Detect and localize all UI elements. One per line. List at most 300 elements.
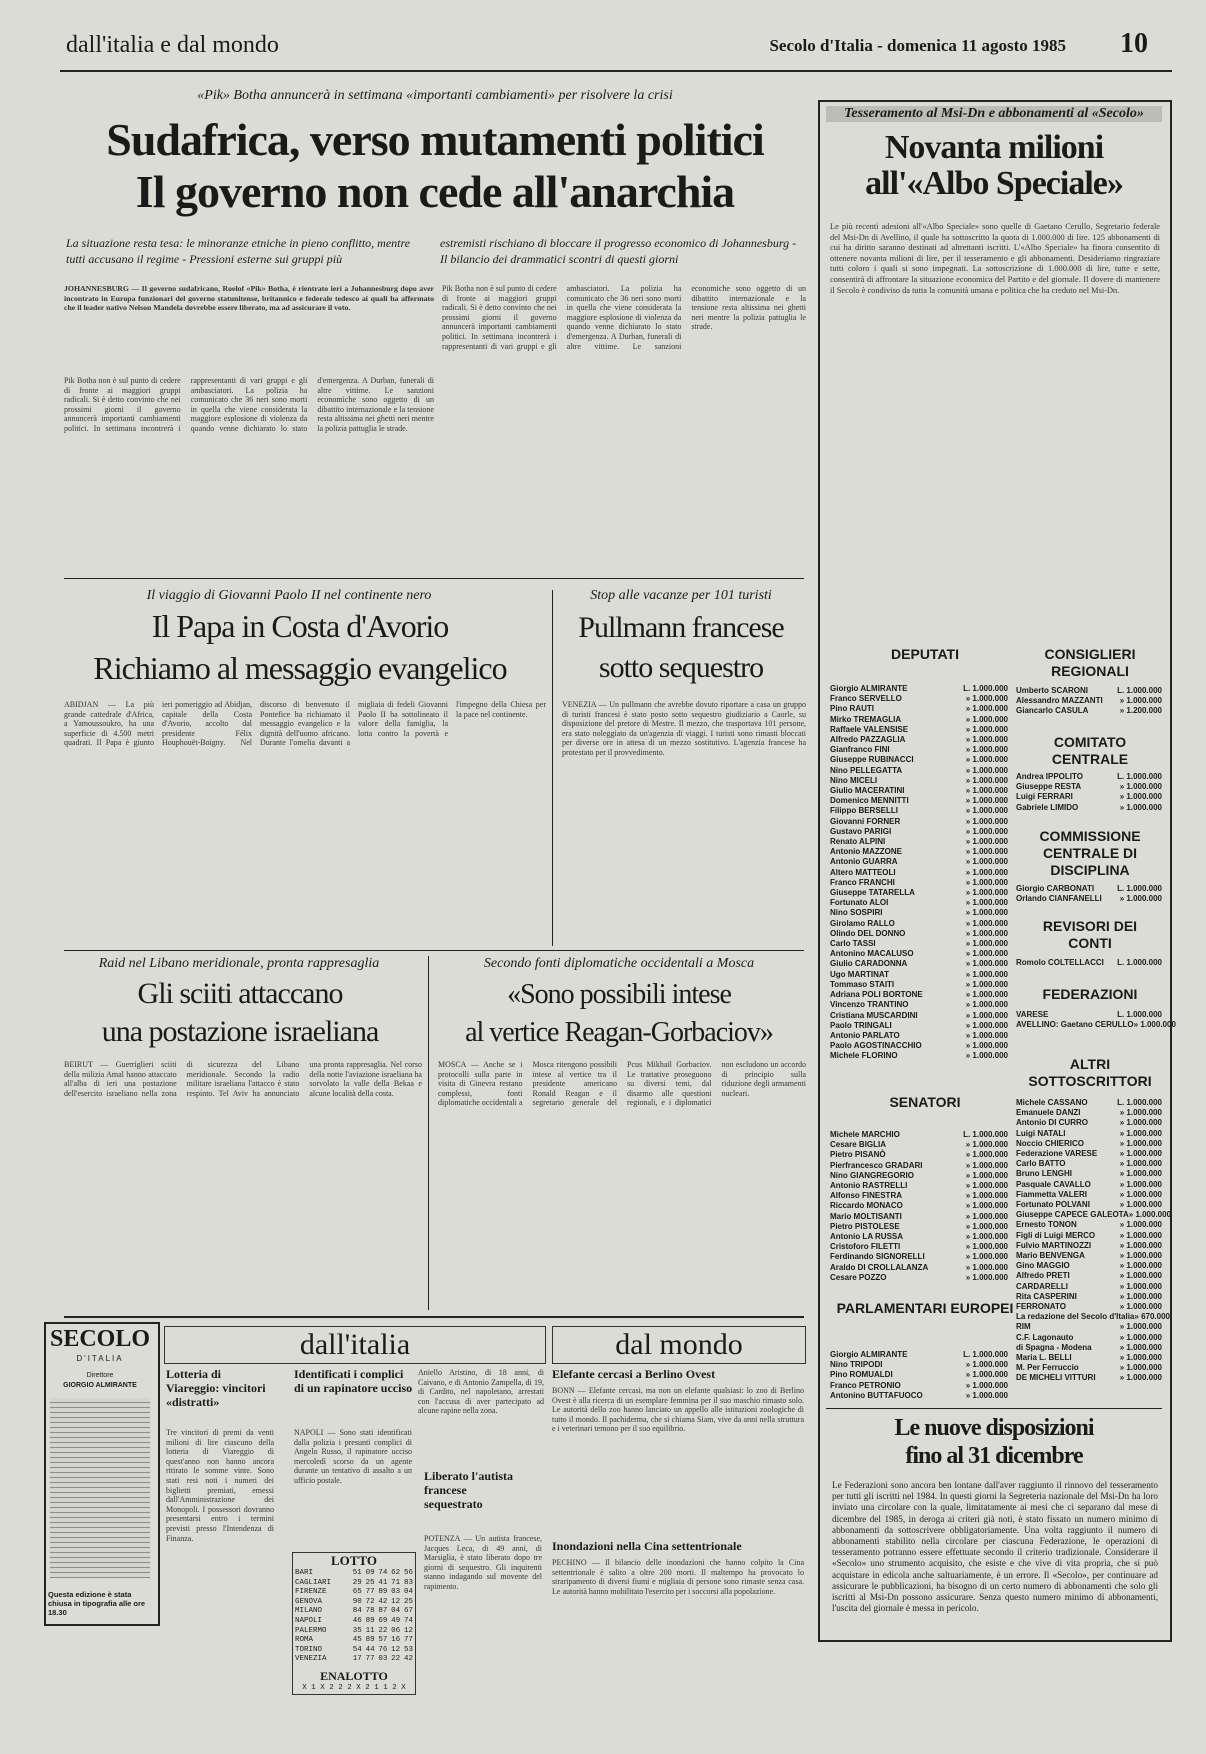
subscriber-row (1016, 1139, 1162, 1149)
libano-title-2: una postazione israeliana (101, 1015, 379, 1048)
subscriber-row (830, 704, 1008, 714)
subscriber-name: Carlo TASSI (830, 939, 876, 949)
subscriber-amount: » 1.000.000 (1133, 1020, 1176, 1030)
page-number: 10 (1120, 28, 1148, 59)
subscriber-amount: » 1.000.000 (965, 1252, 1008, 1262)
subscriber-row (830, 745, 1008, 755)
subscriber-row (830, 1222, 1008, 1232)
subscriber-row (1016, 1363, 1162, 1373)
subscriber-row (1016, 1200, 1162, 1210)
subscriber-row (1016, 1271, 1162, 1281)
subscriber-amount: » 1.000.000 (1119, 1128, 1162, 1138)
masthead-notice: Questa edizione è stata chiusa in tipografia alle ore 18.30 (48, 1590, 146, 1617)
subscriber-row (830, 827, 1008, 837)
dalmondo-brief1-body: BONN — Elefante cercasi, ma non un elefante qualsiasi: lo zoo di Berlino Ovest è alla ricerca di un esemplare femmina per il suo maschio rimasto solo. Le autorità dello zoo hanno lanciato un appello alle istituzioni zoologiche di tutto il mondo. Il pachiderma, che si chiama Siam, vive da anni nella struttura e i veterinari temono per il suo equilibrio. (552, 1386, 804, 1434)
subscriber-amount: » 1.000.000 (965, 796, 1008, 806)
lotto-number: 89 (378, 1588, 388, 1597)
rule (428, 956, 429, 1310)
subscriber-amount: » 1.000.000 (1119, 1291, 1162, 1301)
subscriber-row (1016, 706, 1162, 716)
subscriber-row (830, 959, 1008, 969)
lotto-number: 56 (403, 1569, 413, 1577)
subscriber-amount: » 1.000.000 (1119, 792, 1162, 802)
subscriber-name: Antonio LA RUSSA (830, 1232, 904, 1242)
subscriber-amount: » 1.000.000 (965, 694, 1008, 704)
subscriber-row (1016, 1210, 1172, 1220)
albo-kicker: Tesseramento al Msi-Dn e abbonamenti al «Secolo» (826, 106, 1162, 122)
papa-title-2: Richiamo al messaggio evangelico (93, 650, 507, 686)
subscriber-row (1016, 1343, 1162, 1353)
subscriber-name: Giulio MACERATINI (830, 786, 905, 796)
lotto-number: 12 (391, 1645, 401, 1654)
subscriber-row (830, 908, 1008, 918)
dallitalia-brief2-body: NAPOLI — Sono stati identificati dalla polizia i presunti complici di Angelo Russo, il rapinatore ucciso mercoledì scorso da un agente durante un tentativo di assalto a un ufficio postale. (294, 1428, 412, 1485)
lotto-number: 46 (352, 1616, 362, 1625)
reagan-kicker: Secondo fonti diplomatiche occidentali a Mosca (483, 956, 755, 971)
lotto-number: 77 (365, 1588, 375, 1597)
fed-list (1016, 1010, 1176, 1030)
subscriber-name: Antonio PARLATO (830, 1030, 900, 1040)
subscriber-amount: » 1.000.000 (1119, 1251, 1162, 1261)
subscriber-name: RIM (1016, 1322, 1031, 1332)
lotto-city: MILANO (295, 1607, 323, 1616)
dalmondo-brief1-title: Elefante cercasi a Berlino Ovest (552, 1367, 716, 1381)
rule (64, 578, 804, 579)
subscriber-row (830, 898, 1008, 908)
subscriber-name: Umberto SCARONI (1016, 686, 1089, 695)
parl-eur-list (830, 1350, 1008, 1401)
lotto-number: 54 (352, 1645, 362, 1654)
subscriber-amount: L. 1.000.000 (1117, 686, 1162, 695)
subscriber-amount: » 1.000.000 (1119, 1281, 1162, 1291)
subscriber-name: Cesare BIGLIA (830, 1140, 887, 1150)
subscriber-row (1016, 1129, 1162, 1139)
subscriber-amount: » 1.000.000 (965, 1150, 1008, 1160)
subscriber-amount: » 1.000.000 (965, 1191, 1008, 1201)
subscriber-row (830, 1000, 1008, 1010)
enalotto-title: ENALOTTO (320, 1668, 388, 1683)
subscriber-name: Michele FLORINO (830, 1051, 898, 1061)
subscriber-amount: » 1.000.000 (965, 704, 1008, 714)
subscriber-name: Ernesto TONON (1016, 1220, 1077, 1230)
subscriber-row (830, 1252, 1008, 1262)
subscriber-name: Fiammetta VALERI (1016, 1189, 1087, 1199)
subscriber-row (830, 1181, 1008, 1191)
lotto-number: 04 (403, 1588, 413, 1597)
subscriber-row (830, 939, 1008, 949)
subscriber-amount: » 1.000.000 (965, 826, 1008, 836)
lotto-number: 22 (378, 1626, 388, 1635)
pullman-body: VENEZIA — Un pullmann che avrebbe dovuto riportare a casa un gruppo di turisti francesi è stato posto sotto sequestro giudiziario a Caorle, su disposizione del pretore di Mestre. Il mezzo, che trasportava 101 persone, era stato noleggiato da un'agenzia di viaggi. I turisti sono rimasti bloccati per diverse ore in attesa di un mezzo sostitutivo. L'agenzia francese ha protestato per il provvedimento. (562, 700, 806, 757)
subscriber-name: Giulio CARADONNA (830, 959, 908, 969)
subscriber-row (830, 857, 1008, 867)
subscriber-row (830, 949, 1008, 959)
papa-body: ABIDJAN — La più grande cattedrale d'Africa, a Yamoussoukro, ha una superficie di 4.500 metri quadrati. Il Papa è giunto ieri pomeriggio ad Abidjan, capitale della Costa d'Avorio, accolto dal presidente Félix Houphouët-Boigny. Nel discorso di benvenuto il Pontefice ha richiamato il messaggio evangelico e la dignità dell'uomo africano. Durante l'omelia davanti a migliaia di fedeli Giovanni Paolo II ha sottolineato il valore della famiglia, la lotta contro la povertà e l'impegno della Chiesa per la pace nel continente. (64, 700, 546, 748)
lotto-number: 77 (403, 1636, 413, 1645)
subscriber-row (830, 1140, 1008, 1150)
subscriber-row (1016, 1353, 1162, 1363)
subscriber-row (830, 990, 1008, 1000)
libano-title-1: Gli sciiti attaccano (137, 977, 343, 1010)
subscriber-name: Paolo AGOSTINACCHIO (830, 1041, 922, 1051)
lotto-number: 16 (391, 1636, 401, 1645)
subscriber-amount: » 1.000.000 (965, 1360, 1008, 1370)
subscriber-row (1016, 1010, 1162, 1020)
com-cent-title: COMITATO CENTRALE (1051, 734, 1129, 767)
subscriber-row (830, 684, 1008, 694)
sudafrica-body-right: Pik Botha non è sul punto di cedere di fronte ai maggiori gruppi radicali. Si è detto convinto che nei prossimi giorni il governo annuncerà importanti cambiamenti politici. In settimana incontrerà i rappresentanti di vari gruppi e gli ambasciatori. La polizia ha comunicato che 36 neri sono morti in quella che viene considerata la maggiore esplosione di violenza da quando venne dichiarato lo stato d'emergenza. A Durban, funerali di altre vittime. Le sanzioni economiche sono oggetto di un dibattito internazionale e la tensione resta altissima nei ghetti neri mentre la polizia pattuglia le strade. (442, 284, 806, 351)
subscriber-amount: » 1.000.000 (965, 816, 1008, 826)
subscriber-name: Adriana POLI BORTONE (830, 990, 923, 1000)
lotto-number: 89 (365, 1616, 375, 1625)
libano-body: BEIRUT — Guerriglieri sciiti della milizia Amal hanno attaccato all'alba di ieri una postazione dell'esercito israeliano nella zona di sicurezza del Libano meridionale. Secondo la radio militare israeliana l'attacco è stato respinto. Tel Aviv ha annunciato una pronta rappresaglia. Nel corso della notte l'aviazione israeliana ha sorvolato la valle della Bekaa e alcune località della costa. (64, 1060, 422, 1098)
lotto-number: 78 (365, 1607, 375, 1616)
deputati-title: DEPUTATI (891, 646, 959, 662)
subscriber-row (1016, 1108, 1162, 1118)
masthead-credits (50, 1398, 150, 1578)
subscriber-name: Pasquale CAVALLO (1016, 1179, 1091, 1189)
subscriber-name: Cristoforo FILETTI (830, 1242, 901, 1252)
subscriber-name: M. Per Ferruccio (1016, 1363, 1079, 1373)
parl-eur-title: PARLAMENTARI EUROPEI (836, 1300, 1014, 1316)
subscriber-amount: » 1.000.000 (965, 1272, 1008, 1282)
subscriber-name: Franco SERVELLO (830, 694, 902, 704)
cons-reg-title: CONSIGLIERI REGIONALI (1044, 646, 1136, 679)
masthead-sub: D'ITALIA (76, 1354, 124, 1363)
reagan-title-1: «Sono possibili intese (507, 979, 731, 1010)
subscriber-amount: » 1.000.000 (965, 1380, 1008, 1390)
subscriber-row (830, 1051, 1008, 1061)
subscriber-name: Vincenzo TRANTINO (830, 1000, 909, 1010)
paper-date: Secolo d'Italia - domenica 11 agosto 1985 (769, 36, 1066, 55)
subscriber-row (1016, 1292, 1162, 1302)
lotto-number: 90 (352, 1597, 362, 1606)
subscriber-amount: » 1.000.000 (1119, 782, 1162, 792)
subscriber-name: Tommaso STAITI (830, 979, 895, 989)
pullman-title-1: Pullmann francese (578, 611, 784, 644)
lotto-number: 25 (403, 1597, 413, 1606)
subscriber-row (830, 1370, 1008, 1380)
subscriber-row (830, 1011, 1008, 1021)
subscriber-amount: » 1.000.000 (965, 969, 1008, 979)
subscriber-amount: » 1.000.000 (965, 1160, 1008, 1170)
subscriber-name: Alfredo PAZZAGLIA (830, 735, 906, 745)
lotto-number: 41 (378, 1578, 388, 1587)
lotto-city: ROMA (295, 1636, 314, 1645)
subscriber-amount: » 1.000.000 (965, 1232, 1008, 1242)
subscriber-row (830, 970, 1008, 980)
subscriber-name: Antonio RASTRELLI (830, 1181, 908, 1191)
sudafrica-lead: JOHANNESBURG — Il governo sudafricano, Roelof «Pik» Botha, è rientrato ieri a Johannesburg dopo aver incontrato in Europa funzionari del governo statunitense, britannico e federale tedesco ai quali ha affermato che il leader nativo Nelson Mandela dovrebbe essere liberato, ma ad assicurare il voto. (64, 284, 434, 313)
subscriber-amount: » 1.000.000 (965, 1051, 1008, 1061)
subscriber-amount: » 1.000.000 (965, 755, 1008, 765)
subscriber-name: Fortunato POLVANI (1016, 1200, 1090, 1210)
sudafrica-kicker: «Pik» Botha annuncerà in settimana «importanti cambiamenti» per risolvere la crisi (197, 88, 673, 103)
lotto-number: 72 (365, 1597, 375, 1606)
subscriber-amount: » 1.000.000 (965, 1000, 1008, 1010)
subscriber-amount: » 1.000.000 (1119, 1230, 1162, 1240)
subscriber-name: Paolo TRINGALI (830, 1020, 892, 1030)
subscriber-name: Figli di Luigi MERCO (1016, 1230, 1096, 1240)
subscriber-amount: » 1.000.000 (965, 1242, 1008, 1252)
rule (826, 1408, 1162, 1409)
subscriber-row (830, 888, 1008, 898)
subscriber-name: Antonio DI CURRO (1016, 1118, 1088, 1128)
subscriber-row (830, 878, 1008, 888)
subscriber-row (830, 1263, 1008, 1273)
disposizioni-title-1: Le nuove disposizioni (894, 1415, 1094, 1441)
subscriber-row (1016, 792, 1162, 802)
subscriber-name: Giuseppe TATARELLA (830, 888, 915, 898)
subscriber-amount: L. 1.000.000 (963, 1130, 1008, 1139)
lotto-city: GENOVA (295, 1597, 323, 1606)
subscriber-amount: » 1.000.000 (965, 775, 1008, 785)
subscriber-amount: » 1.000.000 (965, 918, 1008, 928)
subscriber-row (1016, 1282, 1162, 1292)
subscriber-amount: » 1.000.000 (965, 1140, 1008, 1150)
lotto-city: CAGLIARI (295, 1578, 332, 1587)
lotto-number: 03 (391, 1588, 401, 1597)
subscriber-amount: » 1.000.000 (965, 888, 1008, 898)
subscriber-amount: » 1.000.000 (1119, 1159, 1162, 1169)
dallitalia-brief2-title: Identificati i complici di un rapinatore ucciso (294, 1367, 413, 1395)
subscriber-amount: L. 1.000.000 (963, 1350, 1008, 1359)
subscriber-name: Federazione VARESE (1016, 1149, 1098, 1159)
subscriber-amount: » 1.000.000 (965, 1030, 1008, 1040)
disposizioni-title-2: fino al 31 dicembre (905, 1443, 1083, 1469)
subscriber-row (1016, 803, 1162, 813)
subscriber-name: Antonino BUTTAFUOCO (830, 1390, 923, 1400)
subscriber-amount: » 1.000.000 (965, 1010, 1008, 1020)
subscriber-name: Mirko TREMAGLIA (830, 714, 902, 724)
subscriber-name: Cesare POZZO (830, 1272, 887, 1282)
subscriber-amount: » 1.000.000 (965, 1262, 1008, 1272)
lotto-number: 35 (352, 1626, 362, 1635)
lotto-number: 17 (352, 1655, 362, 1664)
subscriber-amount: » 1.000.000 (965, 1211, 1008, 1221)
subscriber-name: Raffaele VALENSISE (830, 724, 909, 734)
subscriber-row (1016, 1251, 1162, 1261)
subscriber-name: Ferdinando SIGNORELLI (830, 1252, 925, 1262)
subscriber-name: Franco PETRONIO (830, 1380, 901, 1390)
subscriber-amount: » 1.000.000 (965, 1020, 1008, 1030)
subscriber-row (830, 837, 1008, 847)
subscriber-name: Romolo COLTELLACCI (1016, 958, 1104, 967)
disposizioni-body: Le Federazioni sono ancora ben lontane dall'aver raggiunto il rinnovo del tesseramento per tutti gli iscritti nel 1984. In questi giorni la Segreteria nazionale del Msi-Dn ha loro inviato una circolare con la quale, limitatamente ai mesi che ci separano dal mese di dicembre del 1985, in deroga ai criteri già noti, è stato fissato un numero minimo di abbonamenti da sottoscrivere obbligatoriamente. Una volta raggiunto il numero di abbonamenti stabilito nella circolare per ciascuna Federazione, le operazioni di tesseramento potranno essere effettuate secondo il criterio tradizionale. Considerare il «Secolo» uno strumento acquisito, che esiste e che vive di vita propria, che si può acquistare in edicola anche saltuariamente, è un errore. Il «Secolo», per continuare ad assicurare le pubblicazioni, ha bisogno di un certo numero di abbonamenti che solo gli iscritti al Msi-Dn possono assicurare. Senza questo numero minimo di abbonamenti, l'uscita del giornale è messa in pericolo. (832, 1480, 1158, 1614)
dallitalia-banner: dall'italia (164, 1326, 546, 1364)
subscriber-row (830, 1201, 1008, 1211)
dallitalia-brief3-title: Liberato l'autista francese sequestrato (424, 1469, 513, 1511)
subscriber-name: Cristiana MUSCARDINI (830, 1010, 918, 1020)
subscriber-name: La redazione del Secolo d'Italia (1016, 1312, 1135, 1322)
albo-title: Novanta milioni all'«Albo Speciale» (865, 129, 1123, 202)
dallitalia-brief1-title: Lotteria di Viareggio: vincitori «distratti» (166, 1367, 266, 1409)
subscriber-name: Girolamo RALLO (830, 918, 895, 928)
subscriber-name: Giancarlo CASULA (1016, 706, 1089, 716)
lotto-city: TORINO (295, 1645, 323, 1654)
subscriber-row (830, 1381, 1008, 1391)
subscriber-name: Nino SOSPIRI (830, 908, 883, 918)
subscriber-row (1016, 1333, 1162, 1343)
subscriber-amount: » 1.000.000 (965, 1221, 1008, 1231)
subscriber-amount: » 1.000.000 (965, 1181, 1008, 1191)
subscriber-name: Fortunato ALOI (830, 898, 889, 908)
subscriber-name: Domenico MENNITTI (830, 796, 909, 806)
subscriber-row (1016, 1373, 1162, 1383)
lotto-number: 76 (378, 1645, 388, 1654)
lotto-number: 42 (378, 1597, 388, 1606)
subscriber-name: Giuseppe RUBINACCI (830, 755, 914, 765)
subscriber-name: Emanuele DANZI (1016, 1108, 1081, 1118)
subscriber-name: CARDARELLI (1016, 1281, 1068, 1291)
header-rule (60, 70, 1172, 72)
subscriber-amount: » 1.000.000 (965, 786, 1008, 796)
subscriber-name: Franco FRANCHI (830, 877, 895, 887)
subscriber-name: Ugo MARTINAT (830, 969, 889, 979)
lotto-number: 65 (352, 1588, 362, 1597)
dallitalia-brief4-body: Aniello Aristino, di 18 anni, di Caivano, e di Antonio Zampella, di 19, di Cardito, nel napoletano, arrestati con l'accusa di aver partecipato ad alcune rapine nella zona. (418, 1368, 544, 1416)
subscriber-name: Filippo BERSELLI (830, 806, 898, 816)
lotto-box (292, 1552, 416, 1695)
subscriber-amount: L. 1.000.000 (963, 684, 1008, 693)
subscriber-amount: » 1.000.000 (1119, 1200, 1162, 1210)
subscriber-amount: » 1.000.000 (965, 806, 1008, 816)
lotto-number: 57 (378, 1636, 388, 1645)
subscriber-amount: » 1.000.000 (1119, 1220, 1162, 1230)
rev-title: REVISORI DEI CONTI (1042, 918, 1138, 951)
lotto-number: 77 (365, 1655, 375, 1664)
lotto-number: 83 (403, 1578, 413, 1587)
subscriber-row (830, 1031, 1008, 1041)
subscriber-amount: » 1.000.000 (1119, 1332, 1162, 1342)
subscriber-row (830, 980, 1008, 990)
subscriber-name: Gustavo PARIGI (830, 826, 892, 836)
albo-intro: Le più recenti adesioni all'«Albo Speciale» sono quelle di Gaetano Cerullo, Segretario federale del Msi-Dn di Avellino, il quale ha sottoscritto la quota di 1.000.000 di lire. 125 abbonamenti di cui ha diritto saranno destinati ad altrettanti iscritti. L'«Albo Speciale» ha finora consentito di ottenere novanta milioni di lire, per il tesseramento e gli abbonamenti. Desideriamo ringraziare tutti coloro i quali si sono impegnati. La sottoscrizione di 1.000.000 di lire, tutte e sette, consentirà di affrontare la situazione economica del Partito e del giornale. Il dovere di mantenere il Secolo è condiviso da tutta la comunità umana e politica che ha creduto nel Msi-Dn. (830, 222, 1160, 295)
reagan-title-2: al vertice Reagan-Gorbaciov» (465, 1017, 773, 1048)
subscriber-amount: » 1.000.000 (965, 735, 1008, 745)
subscriber-row (1016, 782, 1162, 792)
subscriber-name: Antonio GUARRA (830, 857, 898, 867)
lotto-number: 89 (365, 1636, 375, 1645)
lotto-number: 29 (352, 1578, 362, 1587)
subscriber-row (830, 755, 1008, 765)
subscriber-row (1016, 1190, 1162, 1200)
masthead-director: GIORGIO ALMIRANTE (63, 1382, 137, 1389)
subscriber-row (830, 1191, 1008, 1201)
lotto-city: NAPOLI (295, 1616, 323, 1625)
lotto-number: 04 (391, 1607, 401, 1616)
subscriber-name: Orlando CIANFANELLI (1016, 894, 1102, 904)
lotto-title: LOTTO (330, 1553, 377, 1568)
subscriber-amount: » 1.000.000 (965, 867, 1008, 877)
subscriber-row (830, 806, 1008, 816)
cons-reg-list (1016, 686, 1162, 717)
subscriber-amount: L. 1.000.000 (1117, 884, 1162, 893)
subscriber-amount: » 1.000.000 (965, 908, 1008, 918)
lotto-number: 74 (403, 1616, 413, 1625)
subscriber-amount: » 1.000.000 (1119, 1373, 1162, 1383)
subscriber-row (1016, 696, 1162, 706)
subscriber-amount: » 1.000.000 (1119, 1240, 1162, 1250)
lotto-number: 12 (391, 1597, 401, 1606)
subscriber-amount: » 1.000.000 (965, 1201, 1008, 1211)
subscriber-amount: » 1.000.000 (965, 1170, 1008, 1180)
subscriber-name: Alfredo PRETI (1016, 1271, 1070, 1281)
subscriber-name: Giorgio ALMIRANTE (830, 684, 908, 693)
lotto-number: 06 (391, 1626, 401, 1635)
dallitalia-brief3-body: POTENZA — Un autista francese, Jacques Leca, di 49 anni, di Marsiglia, è stato liberato dopo tre giorni di sequestro. Gli inquirenti stanno indagando sul movente del rapimento. (424, 1534, 542, 1591)
subscriber-amount: » 1.000.000 (1119, 1302, 1162, 1312)
subscriber-row (1016, 1322, 1162, 1332)
subscriber-name: Nino PELLEGATTA (830, 765, 903, 775)
subscriber-amount: » 1.000.000 (965, 949, 1008, 959)
subscriber-amount: » 1.000.000 (965, 857, 1008, 867)
subscriber-row (830, 1171, 1008, 1181)
lotto-number: 44 (365, 1645, 375, 1654)
subscriber-name: Rita CASPERINI (1016, 1291, 1077, 1301)
subscriber-row (830, 796, 1008, 806)
lotto-number: 51 (352, 1569, 362, 1577)
subscriber-row (1016, 1220, 1162, 1230)
lotto-number: 67 (403, 1607, 413, 1616)
subscriber-amount: » 1.000.000 (965, 939, 1008, 949)
subscriber-name: VARESE (1016, 1010, 1049, 1019)
lotto-number: 62 (391, 1569, 401, 1577)
subscriber-amount: » 1.000.000 (1119, 802, 1162, 812)
subscriber-name: AVELLINO: Gaetano CERULLO (1016, 1020, 1134, 1030)
subscriber-amount: » 1.000.000 (1119, 1149, 1162, 1159)
subscriber-name: Luigi FERRARI (1016, 792, 1073, 802)
subscriber-row (1016, 1159, 1162, 1169)
subscriber-row (1016, 1241, 1162, 1251)
lotto-number: 09 (365, 1569, 375, 1577)
subscriber-row (830, 776, 1008, 786)
subscriber-row (1016, 772, 1162, 782)
altri-list (1016, 1098, 1172, 1384)
subscriber-amount: » 1.000.000 (1119, 1363, 1162, 1373)
subscriber-amount: » 1.000.000 (965, 990, 1008, 1000)
subscriber-amount: » 1.000.000 (1119, 1189, 1162, 1199)
subscriber-amount: » 1.000.000 (965, 837, 1008, 847)
dalmondo-brief2-title: Inondazioni nella Cina settentrionale (552, 1539, 742, 1553)
sudafrica-subtitle-left: La situazione resta tesa: le minoranze etniche in pieno conflitto, mentre tutti accusano il regime - Pressioni esterne sui gruppi più (66, 236, 411, 266)
subscriber-row (830, 735, 1008, 745)
subscriber-amount: » 1.000.000 (1119, 1108, 1162, 1118)
subscriber-name: Giorgio CARBONATI (1016, 884, 1095, 893)
subscriber-name: Pierfrancesco GRADARI (830, 1160, 923, 1170)
subscriber-name: Gianfranco FINI (830, 745, 890, 755)
subscriber-name: Riccardo MONACO (830, 1201, 903, 1211)
subscriber-amount: » 1.000.000 (965, 745, 1008, 755)
subscriber-amount: » 1.000.000 (1119, 1118, 1162, 1128)
subscriber-amount: » 1.000.000 (1119, 1261, 1162, 1271)
subscriber-row (1016, 686, 1162, 696)
subscriber-name: Altero MATTEOLI (830, 867, 896, 877)
subscriber-row (1016, 1302, 1162, 1312)
subscriber-name: Maria L. BELLI (1016, 1353, 1072, 1363)
subscriber-amount: » 1.000.000 (1119, 1169, 1162, 1179)
subscriber-name: Giorgio ALMIRANTE (830, 1350, 908, 1359)
subscriber-amount: » 1.000.000 (965, 1370, 1008, 1380)
subscriber-amount: » 1.000.000 (965, 898, 1008, 908)
subscriber-amount: L. 1.000.000 (1117, 772, 1162, 781)
disc-list (1016, 884, 1162, 904)
subscriber-row (830, 725, 1008, 735)
subscriber-name: Pino RAUTI (830, 704, 874, 714)
lotto-number: 84 (352, 1607, 362, 1616)
subscriber-name: Pietro PISTOLESE (830, 1221, 900, 1231)
subscriber-name: Olindo DEL DONNO (830, 928, 906, 938)
